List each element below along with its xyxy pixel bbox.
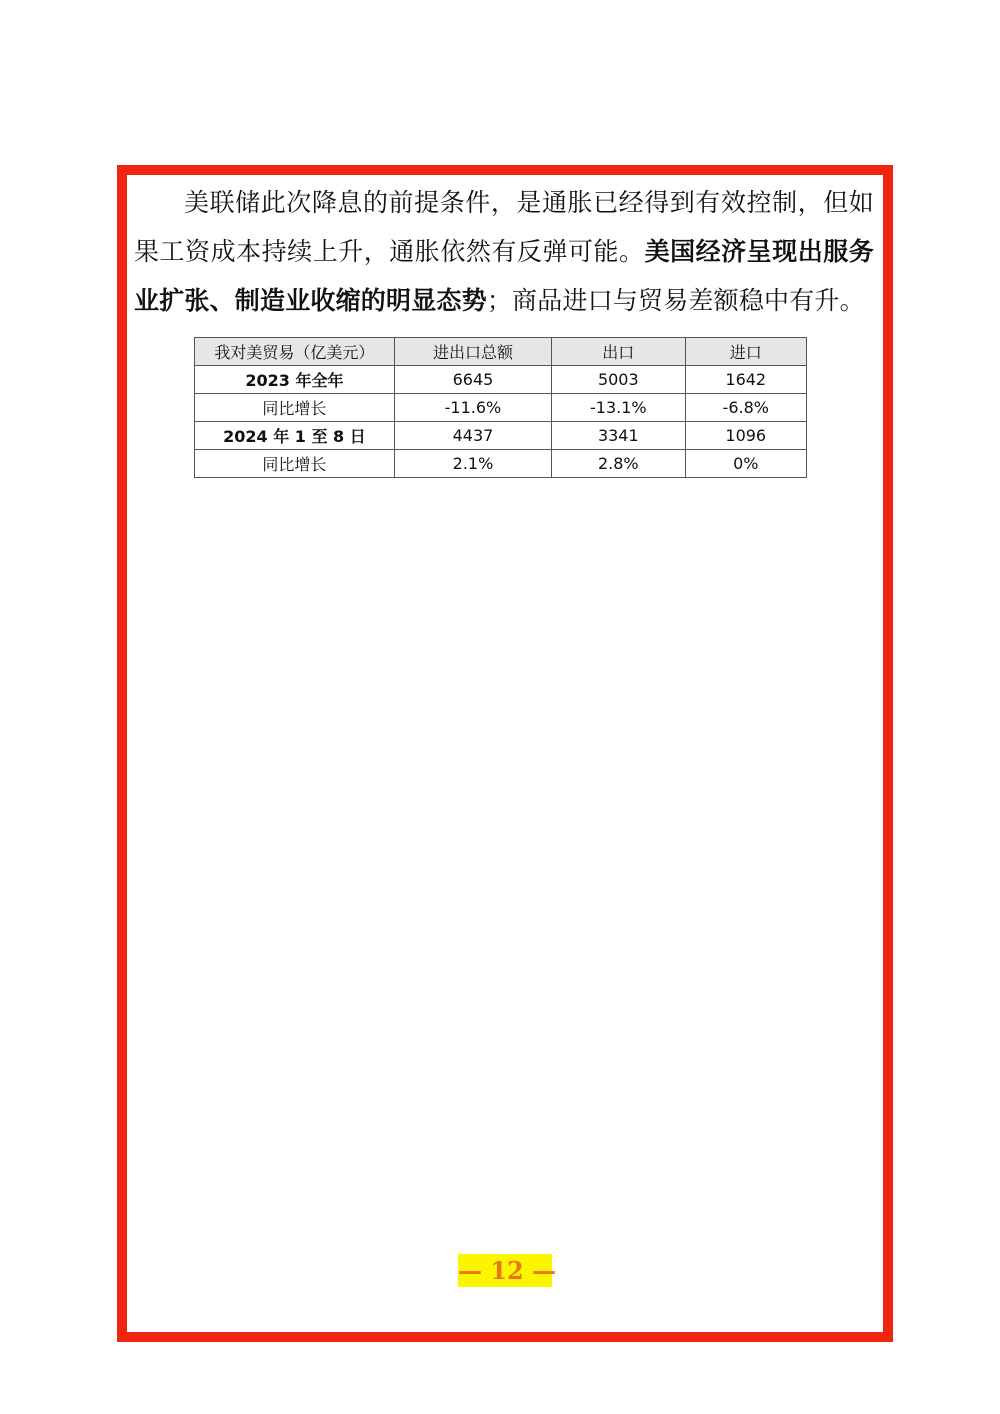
row-label: 同比增长	[195, 394, 395, 422]
cell-import: 0%	[685, 450, 806, 478]
cell-export: 3341	[552, 422, 685, 450]
paragraph-text-1: 美联储此次降息的前提条件，是通胀已经得到有效控制，但如果工资成本持续上升，通胀依然有反弹可能。	[134, 188, 874, 266]
row-label: 同比增长	[195, 450, 395, 478]
header-cell-import: 进口	[685, 338, 806, 366]
cell-export: 5003	[552, 366, 685, 394]
header-cell-total: 进出口总额	[394, 338, 551, 366]
paragraph-text-2: ；商品进口与贸易差额稳中有升。	[486, 286, 865, 315]
table-row	[195, 450, 807, 478]
cell-total: 2.1%	[394, 450, 551, 478]
cell-import: -6.8%	[685, 394, 806, 422]
cell-export: 2.8%	[552, 450, 685, 478]
row-label: 2023 年全年	[195, 366, 395, 394]
paragraph-bold-text: 美国经济呈现出服务业扩张、制造业收缩的明显态势	[134, 237, 874, 315]
page-number: — 12 —	[458, 1256, 557, 1285]
table-row	[195, 422, 807, 450]
cell-total: 6645	[394, 366, 551, 394]
header-cell-export: 出口	[552, 338, 685, 366]
cell-import: 1642	[685, 366, 806, 394]
cell-total: -11.6%	[394, 394, 551, 422]
row-label: 2024 年 1 至 8 日	[195, 422, 395, 450]
cell-export: -13.1%	[552, 394, 685, 422]
cell-import: 1096	[685, 422, 806, 450]
trade-table	[194, 337, 807, 478]
header-cell-category: 我对美贸易（亿美元）	[195, 338, 395, 366]
body-paragraph	[134, 178, 874, 325]
table-row	[195, 394, 807, 422]
table-header-row	[195, 338, 807, 366]
table-row	[195, 366, 807, 394]
cell-total: 4437	[394, 422, 551, 450]
